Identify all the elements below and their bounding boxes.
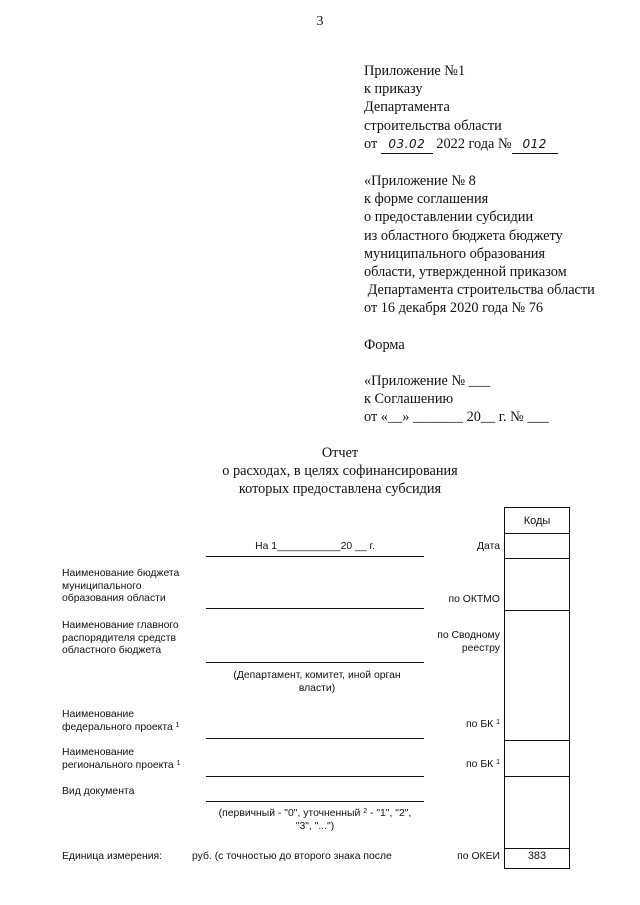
svod-label-2: реестру <box>461 643 500 654</box>
fed-project-field <box>206 738 424 739</box>
date-prefix: от <box>364 135 378 152</box>
number-sign: № <box>498 135 512 152</box>
okei-label: по ОКЕИ <box>457 851 500 862</box>
reg-project-label-1: Наименование <box>62 747 135 758</box>
date-year: 2022 года <box>436 135 495 152</box>
page-number: 3 <box>316 14 324 29</box>
appendix8-line-7: Департамента строительства области <box>364 282 595 299</box>
codes-header: Коды <box>523 515 551 527</box>
date-label: Дата <box>476 541 500 552</box>
report-title-line-3: которых предоставлена субсидия <box>238 481 442 497</box>
bk-label-2: по БК $^1$ <box>466 759 500 770</box>
report-title <box>150 444 530 498</box>
appendix8-line-3: о предоставлении субсидии <box>364 209 534 226</box>
appendix-line-1: Приложение №1 <box>364 63 466 79</box>
doc-type-note: (первичный - "0", уточненный $^2$ - "1", "2", "3", "...") <box>218 808 412 832</box>
handwritten-date: 03.02 <box>381 135 433 154</box>
svod-label-1: по Сводному <box>437 630 500 641</box>
appendix-date-line <box>364 135 626 154</box>
codes-row-divider <box>505 848 569 849</box>
gr-name-label: Наименование главного распорядителя средств областного бюджета <box>62 620 179 656</box>
codes-row-divider <box>505 740 569 741</box>
codes-column <box>504 507 570 869</box>
codes-row-divider <box>505 610 569 611</box>
reg-project-field <box>206 776 424 777</box>
report-title-line-1: Отчет <box>321 445 359 461</box>
report-title-line-2: о расходах, в целях софинансирования <box>222 463 458 479</box>
appendix8-line-8: от 16 декабря 2020 года № 76 <box>364 300 544 317</box>
agreement-line-3: от «__» _______ 20__ г. № ___ <box>364 409 549 426</box>
codes-row-divider <box>505 533 569 534</box>
fed-project-label-2: федерального проекта $^1$ <box>62 722 180 733</box>
handwritten-number: 012 <box>512 135 558 154</box>
budget-name-label: Наименование бюджета муниципального образования области <box>62 568 180 604</box>
codes-row-divider <box>505 776 569 777</box>
report-date-line: На 1___________20 __ г. <box>255 541 375 552</box>
appendix-line-2: к приказу <box>364 81 423 98</box>
appendix-line-4: строительства области <box>364 117 502 134</box>
codes-row-divider <box>505 558 569 559</box>
form-label: Форма <box>364 336 405 353</box>
okei-code: 383 <box>527 850 547 862</box>
appendix-line-3: Департамента <box>364 99 450 116</box>
reg-project-label-2: регионального проекта $^1$ <box>62 760 181 771</box>
date-underline <box>206 556 424 557</box>
budget-name-field <box>206 608 424 609</box>
fed-project-label-1: Наименование <box>62 709 135 720</box>
appendix8-line-2: к форме соглашения <box>364 191 489 208</box>
appendix-header <box>364 62 626 426</box>
oktmo-label: по ОКТМО <box>448 594 500 605</box>
appendix8-line-4: из областного бюджета бюджету <box>364 227 563 244</box>
appendix8-line-6: области, утвержденной приказом <box>364 264 567 281</box>
appendix8-line-1: «Приложение № 8 <box>364 173 476 190</box>
bk-label-1: по БК $^1$ <box>466 719 500 730</box>
gr-name-field <box>206 662 424 663</box>
appendix8-line-5: муниципального образования <box>364 245 546 262</box>
unit-label: Единица измерения: <box>62 851 163 862</box>
doc-type-label: Вид документа <box>62 786 135 797</box>
unit-value: руб. (с точностью до второго знака после <box>192 851 392 862</box>
dept-note: (Департамент, комитет, иной орган власти) <box>233 670 401 694</box>
doc-type-field <box>206 801 424 802</box>
agreement-line-1: «Приложение № ___ <box>364 372 491 389</box>
agreement-line-2: к Соглашению <box>364 391 454 408</box>
